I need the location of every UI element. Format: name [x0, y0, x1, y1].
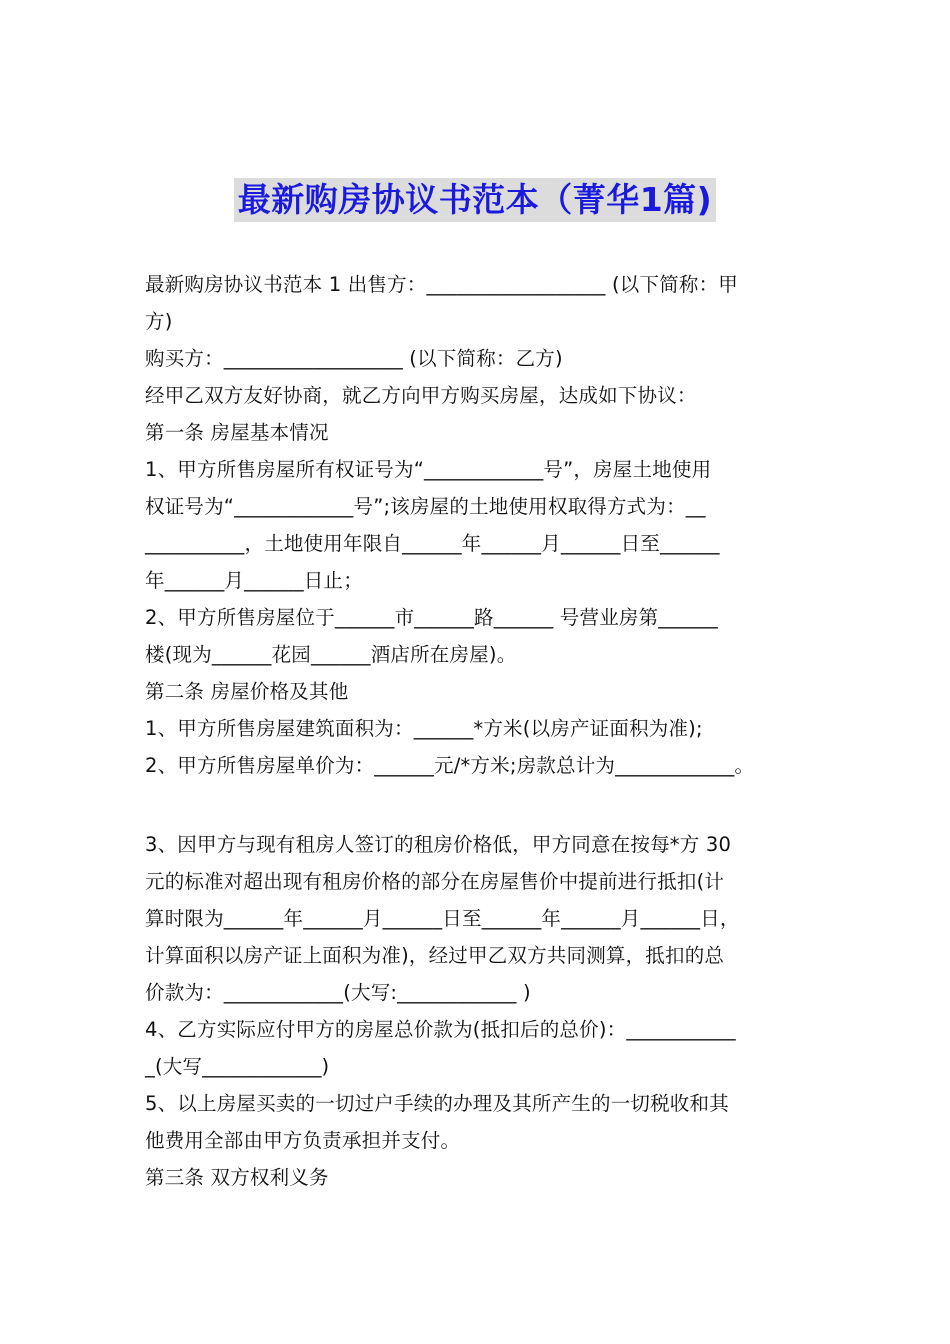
paragraph-line: 3、因甲方与现有租房人签订的租房价格低，甲方同意在按每*方 30: [145, 833, 732, 856]
paragraph-line: 权证号为“____________号”;该房屋的土地使用权取得方式为：__: [145, 495, 706, 518]
paragraph-line: 价款为：____________(大写:____________ ): [145, 981, 531, 1004]
title-wrapper: [0, 178, 950, 222]
document-body: [145, 266, 815, 1196]
paragraph-line: 4、乙方实际应付甲方的房屋总价款为(抵扣后的总价)：___________: [145, 1018, 736, 1041]
paragraph-line: 2、甲方所售房屋位于______市______路______ 号营业房第______: [145, 606, 719, 629]
section-heading: 第二条 房屋价格及其他: [145, 680, 349, 703]
paragraph-gap: [145, 784, 815, 826]
paragraph-line: 1、甲方所售房屋所有权证号为“____________号”，房屋土地使用: [145, 458, 712, 481]
paragraph-line: 年______月______日止；: [145, 569, 363, 592]
paragraph-line: __________，土地使用年限自______年______月______日至______: [145, 532, 720, 555]
paragraph-line: 算时限为______年______月______日至______年______月______日，: [145, 907, 740, 930]
paragraph-line: 计算面积以房产证上面积为准)，经过甲乙双方共同测算，抵扣的总: [145, 944, 725, 967]
paragraph-line: 2、甲方所售房屋单价为：______元/*方米;房款总计为____________。: [145, 754, 755, 777]
section-heading: 第一条 房屋基本情况: [145, 421, 329, 444]
paragraph-line: 1、甲方所售房屋建筑面积为：______*方米(以房产证面积为准);: [145, 717, 703, 740]
paragraph-line: 方): [145, 310, 173, 333]
paragraph-line: 5、以上房屋买卖的一切过户手续的办理及其所产生的一切税收和其: [145, 1092, 729, 1115]
paragraph-line: _(大写____________): [145, 1055, 330, 1078]
paragraph-line: 他费用全部由甲方负责承担并支付。: [145, 1129, 461, 1152]
paragraph-line: 元的标准对超出现有租房价格的部分在房屋售价中提前进行抵扣(计: [145, 870, 725, 893]
section-heading: 第三条 双方权利义务: [145, 1166, 329, 1189]
paragraph-line: 经甲乙双方友好协商，就乙方向甲方购买房屋，达成如下协议：: [145, 384, 697, 407]
paragraph-line: 楼(现为______花园______酒店所在房屋)。: [145, 643, 517, 666]
document-title: 最新购房协议书范本（菁华1篇): [234, 178, 717, 222]
paragraph-line: 购买方：__________________ (以下简称：乙方): [145, 347, 563, 370]
paragraph-line: 最新购房协议书范本 1 出售方：__________________ (以下简称：甲: [145, 273, 739, 296]
